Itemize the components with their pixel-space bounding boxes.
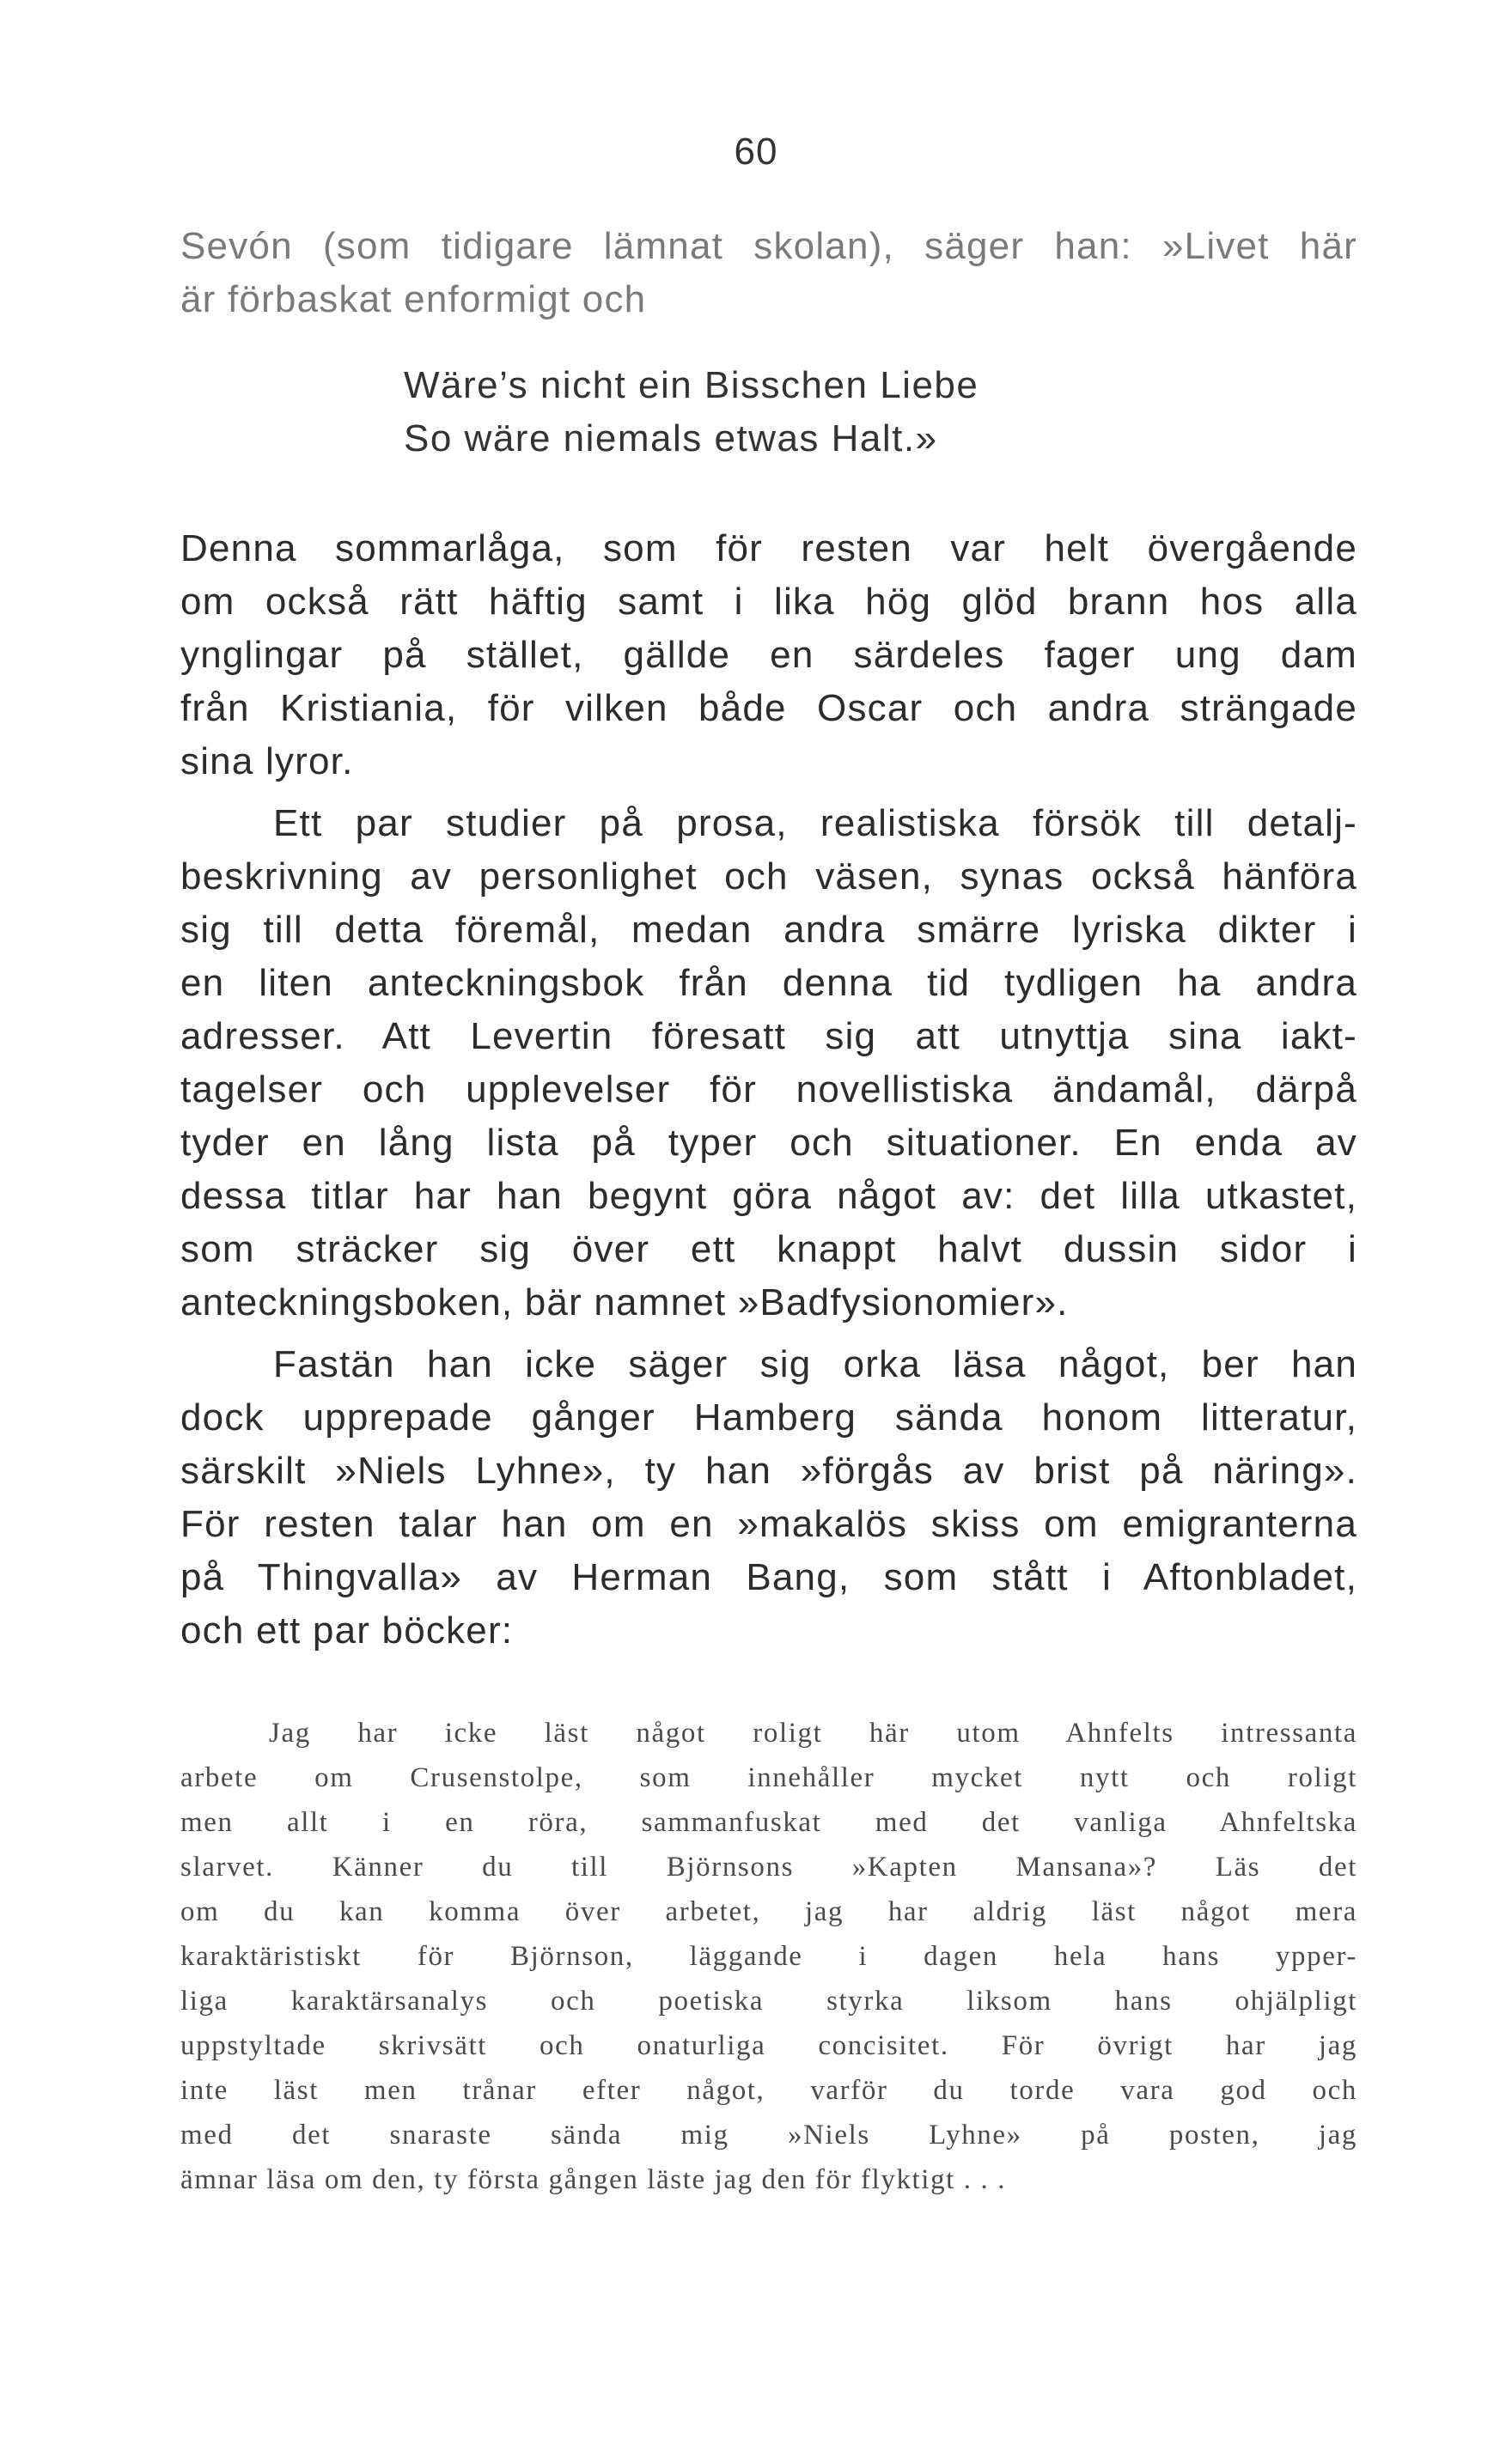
- quote-line: slarvet. Känner du till Björnsons »Kapten Mansana»? Läs det: [180, 1852, 1357, 1883]
- intro-line: är förbaskat enformigt och: [180, 278, 647, 320]
- paragraph-line: och ett par böcker:: [180, 1609, 514, 1652]
- paragraph-line: anteckningsboken, bär namnet »Badfysionomier».: [180, 1281, 1069, 1323]
- paragraph-line: från Kristiania, för vilken både Oscar och andra strängade: [180, 687, 1357, 729]
- verse-line: So wäre niemals etwas Halt.»: [404, 417, 938, 459]
- paragraph-line: Ett par studier på prosa, realistiska försök till detalj-: [273, 802, 1357, 844]
- paragraph-line: Denna sommarlåga, som för resten var helt övergående: [180, 527, 1357, 569]
- quote-line: Jag har icke läst något roligt här utom Ahnfelts intressanta: [269, 1718, 1357, 1749]
- paragraph-line: beskrivning av personlighet och väsen, synas också hänföra: [180, 855, 1357, 897]
- quote-line: liga karaktärsanalys och poetiska styrka liksom hans ohjälpligt: [180, 1986, 1357, 2017]
- quote-line: ämnar läsa om den, ty första gången läste jag den för flyktigt . . .: [180, 2164, 1007, 2195]
- paragraph-line: tyder en lång lista på typer och situationer. En enda av: [180, 1122, 1357, 1164]
- paragraph-line: För resten talar han om en »makalös skiss om emigranterna: [180, 1503, 1357, 1545]
- intro-line: Sevón (som tidigare lämnat skolan), säger han: »Livet här: [180, 225, 1357, 267]
- quote-line: om du kan komma över arbetet, jag har aldrig läst något mera: [180, 1896, 1357, 1927]
- paragraph-line: sig till detta föremål, medan andra smärre lyriska dikter i: [180, 909, 1357, 951]
- quote-line: arbete om Crusenstolpe, som innehåller mycket nytt och roligt: [180, 1762, 1357, 1793]
- paragraph-line: på Thingvalla» av Herman Bang, som stått i Aftonbladet,: [180, 1556, 1357, 1598]
- paragraph-line: som sträcker sig över ett knappt halvt dussin sidor i: [180, 1228, 1357, 1270]
- paragraph-line: om också rätt häftig samt i lika hög glöd brann hos alla: [180, 581, 1357, 623]
- verse-line: Wäre’s nicht ein Bisschen Liebe: [404, 364, 979, 406]
- quote-line: inte läst men trånar efter något, varför du torde vara god och: [180, 2075, 1357, 2106]
- quote-line: uppstyltade skrivsätt och onaturliga concisitet. För övrigt har jag: [180, 2030, 1357, 2061]
- paragraph-line: dock upprepade gånger Hamberg sända honom litteratur,: [180, 1396, 1357, 1439]
- paragraph-line: en liten anteckningsbok från denna tid tydligen ha andra: [180, 962, 1357, 1004]
- paragraph-line: sina lyror.: [180, 740, 354, 782]
- page-number: 60: [734, 131, 778, 173]
- quote-line: men allt i en röra, sammanfuskat med det vanliga Ahnfeltska: [180, 1807, 1357, 1838]
- paragraph-line: Fastän han icke säger sig orka läsa något, ber han: [273, 1343, 1357, 1385]
- paragraph-line: adresser. Att Levertin föresatt sig att utnyttja sina iakt-: [180, 1015, 1357, 1057]
- paragraph-line: särskilt »Niels Lyhne», ty han »förgås av brist på näring».: [180, 1450, 1357, 1492]
- quote-line: karaktäristiskt för Björnson, läggande i dagen hela hans ypper-: [180, 1941, 1357, 1972]
- quote-line: med det snaraste sända mig »Niels Lyhne» på posten, jag: [180, 2120, 1357, 2151]
- paragraph-line: tagelser och upplevelser för novellistiska ändamål, därpå: [180, 1068, 1357, 1110]
- paragraph-line: ynglingar på stället, gällde en särdeles fager ung dam: [180, 634, 1357, 676]
- paragraph-line: dessa titlar har han begynt göra något av: det lilla utkastet,: [180, 1175, 1357, 1217]
